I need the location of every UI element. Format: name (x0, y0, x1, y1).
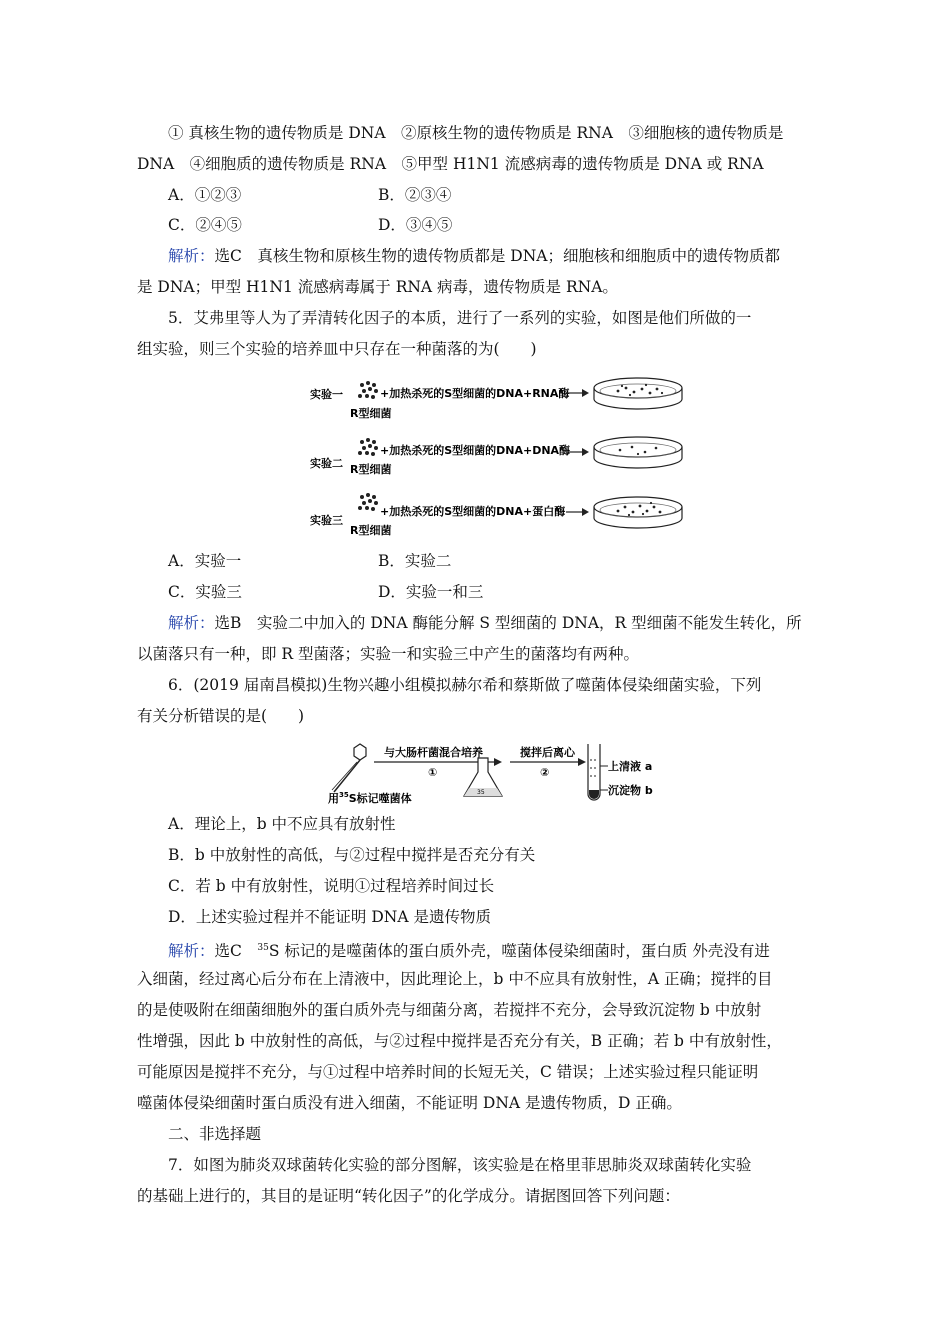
avery-figure-svg (300, 372, 690, 548)
q5-option-d: D．实验一和三 (378, 583, 484, 601)
supernatant-label: 上清液 a (608, 760, 653, 773)
centrifuge-tube-icon (588, 744, 608, 800)
q6-answer-line3: 的是使吸附在细菌细胞外的蛋白质外壳与细菌分离，若搅拌不充分，会导致沉淀物 b 中放射 (137, 1001, 762, 1019)
q5-stem-line1: 5．艾弗里等人为了弄清转化因子的本质，进行了一系列的实验，如图是他们所做的一 (168, 309, 752, 327)
q6-answer-line1 (168, 937, 770, 962)
q5-answer-text: 选B 实验二中加入的 DNA 酶能分解 S 型细菌的 DNA，R 型细菌不能发生转化，所 (214, 614, 802, 632)
exp1-r-bacteria: R型细菌 (350, 407, 392, 420)
q5-option-a: A．实验一 (168, 552, 242, 570)
q5-answer-line2: 以菌落只有一种，即 R 型菌落；实验一和实验三中产生的菌落均有两种。 (137, 645, 640, 663)
q6-answer-label: 解析： (168, 942, 215, 960)
phage-label-pre: 用 (328, 792, 339, 805)
phage-label (328, 791, 412, 805)
q5-answer-line1 (168, 612, 802, 634)
exp2-additive: +加热杀死的S型细菌的DNA+DNA酶 (380, 444, 571, 457)
bacteria-cluster-3 (358, 493, 378, 511)
exp3-additive: +加热杀死的S型细菌的DNA+蛋白酶 (380, 505, 566, 518)
q6-answer-text-b: S 标记的是噬菌体的蛋白质外壳，噬菌体侵染细菌时，蛋白质 外壳没有进 (268, 942, 770, 960)
petri-dish-3 (594, 497, 682, 528)
q5-option-c: C．实验三 (168, 583, 242, 601)
q6-answer-sup: 35 (257, 943, 269, 953)
phage-figure-svg (324, 740, 669, 805)
exp1-additive: +加热杀死的S型细菌的DNA+RNA酶 (380, 387, 570, 400)
step1-number: ① (428, 766, 438, 779)
section-heading: 二、非选择题 (168, 1125, 262, 1143)
q4-answer-line1 (168, 245, 780, 267)
bacteria-cluster-2 (358, 438, 378, 456)
q4-option-d: D．③④⑤ (378, 216, 453, 234)
q6-stem-line2: 有关分析错误的是( ) (137, 707, 305, 725)
q6-answer-line6: 噬菌体侵染细菌时蛋白质没有进入细菌，不能证明 DNA 是遗传物质，D 正确。 (137, 1094, 682, 1112)
phage-label-sup: 35 (339, 791, 349, 799)
q6-stem-line1: 6．(2019 届南昌模拟)生物兴趣小组模拟赫尔希和蔡斯做了噬菌体侵染细菌实验，下列 (168, 676, 762, 694)
step1-label: 与大肠杆菌混合培养 (384, 746, 483, 759)
q7-stem-line2: 的基础上进行的，其目的是证明“转化因子”的化学成分。请据图回答下列问题： (137, 1187, 680, 1205)
q5-answer-label: 解析： (168, 614, 215, 632)
exp3-label: 实验三 (310, 514, 343, 527)
q6-option-d: D．上述实验过程并不能证明 DNA 是遗传物质 (168, 908, 491, 926)
phage-icon (332, 744, 366, 792)
q6-answer-line5: 可能原因是搅拌不充分，与①过程中培养时间的长短无关，C 错误；上述实验过程只能证明 (137, 1063, 759, 1081)
step2-number: ② (540, 766, 550, 779)
phage-label-post: S标记噬菌体 (348, 792, 412, 805)
exp1-label: 实验一 (310, 388, 343, 401)
phage-experiment-figure (324, 740, 669, 805)
q4-answer-label: 解析： (168, 247, 215, 265)
step2-label: 搅拌后离心 (520, 746, 575, 759)
petri-dish-2 (594, 437, 682, 468)
q4-option-b: B．②③④ (378, 186, 452, 204)
exp2-label: 实验二 (310, 457, 343, 470)
q6-option-c: C．若 b 中有放射性，说明①过程培养时间过长 (168, 877, 495, 895)
sediment-label: 沉淀物 b (608, 784, 653, 797)
svg-text:35: 35 (477, 789, 485, 796)
q4-stem-line1: ① 真核生物的遗传物质是 DNA ②原核生物的遗传物质是 RNA ③细胞核的遗传物质是 (168, 124, 784, 142)
q6-answer-line4: 性增强，因此 b 中放射性的高低，与②过程中搅拌是否充分有关，B 正确；若 b 中有放射性， (137, 1032, 782, 1050)
q4-answer-line2: 是 DNA；甲型 H1N1 流感病毒属于 RNA 病毒，遗传物质是 RNA。 (137, 278, 618, 296)
q5-option-b: B．实验二 (378, 552, 452, 570)
q6-answer-line2: 入细菌，经过离心后分布在上清液中，因此理论上，b 中不应具有放射性，A 正确；搅拌的目 (137, 970, 773, 988)
q5-stem-line2: 组实验，则三个实验的培养皿中只存在一种菌落的为( ) (137, 340, 537, 358)
avery-experiment-figure (300, 372, 690, 548)
q4-stem-line2: DNA ④细胞质的遗传物质是 RNA ⑤甲型 H1N1 流感病毒的遗传物质是 DNA 或 RNA (137, 155, 764, 173)
q6-option-b: B．b 中放射性的高低，与②过程中搅拌是否充分有关 (168, 846, 536, 864)
exp3-r-bacteria: R型细菌 (350, 524, 392, 537)
q6-answer-text-a: 选C (214, 942, 258, 960)
q7-stem-line1: 7．如图为肺炎双球菌转化实验的部分图解，该实验是在格里菲思肺炎双球菌转化实验 (168, 1156, 752, 1174)
bacteria-cluster-1 (358, 381, 378, 399)
q6-option-a: A．理论上，b 中不应具有放射性 (168, 815, 396, 833)
exp2-r-bacteria: R型细菌 (350, 463, 392, 476)
q4-option-a: A．①②③ (168, 186, 242, 204)
petri-dish-1 (594, 378, 682, 409)
q4-answer-text: 选C 真核生物和原核生物的遗传物质都是 DNA；细胞核和细胞质中的遗传物质都 (214, 247, 780, 265)
q4-option-c: C．②④⑤ (168, 216, 242, 234)
